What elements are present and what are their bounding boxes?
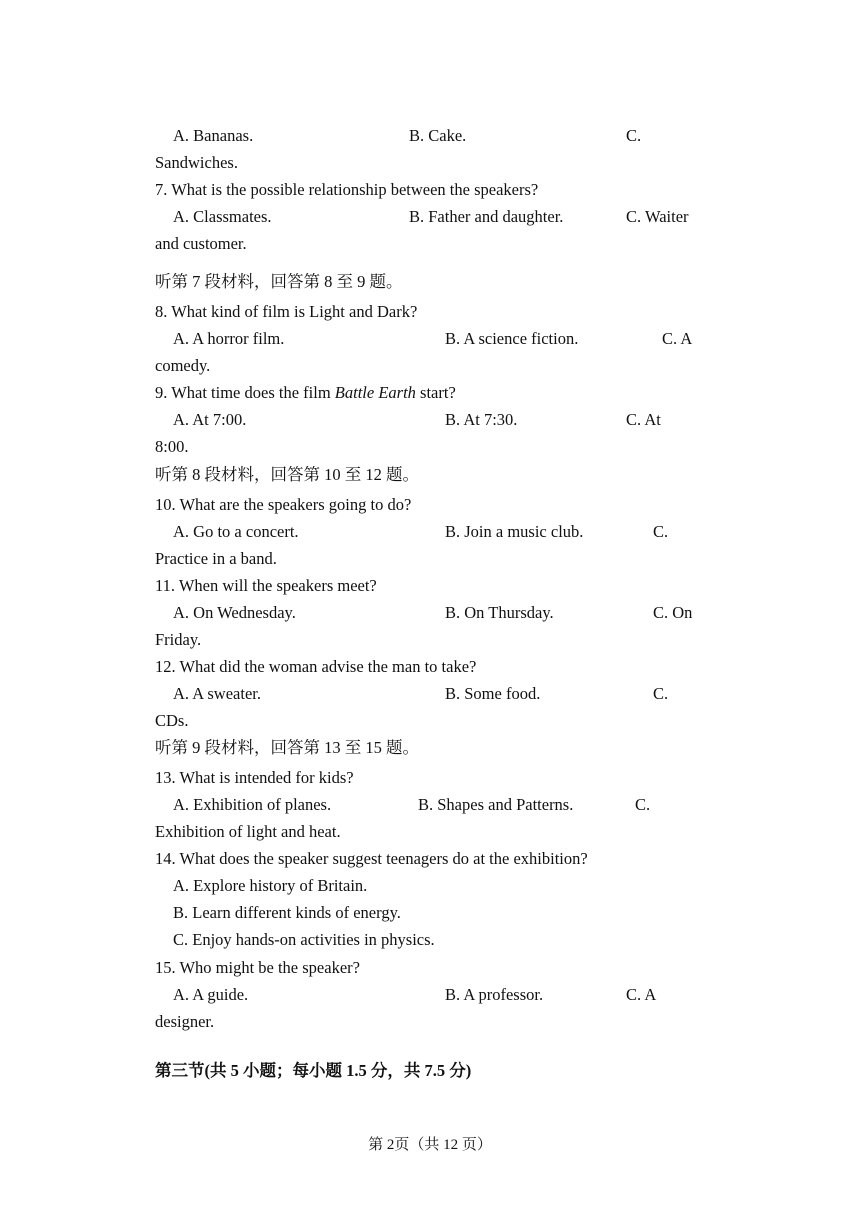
q11-stem: 11. When will the speakers meet?	[155, 576, 377, 595]
q6-option-c: C.	[626, 126, 642, 145]
q8-option-a: A. A horror film.	[173, 329, 285, 348]
q15-option-c-cont: designer.	[155, 1012, 215, 1031]
q10-option-c: C.	[653, 522, 669, 541]
q11-option-c: C. On	[653, 603, 693, 622]
q6-option-b: B. Cake.	[409, 126, 467, 145]
q13-stem: 13. What is intended for kids?	[155, 768, 354, 787]
q15-stem: 15. Who might be the speaker?	[155, 958, 360, 977]
q11-option-c-cont: Friday.	[155, 630, 202, 649]
q14-stem: 14. What does the speaker suggest teenagers do at the exhibition?	[155, 849, 588, 868]
q12-option-b: B. Some food.	[445, 684, 541, 703]
q12-stem: 12. What did the woman advise the man to take?	[155, 657, 477, 676]
q9-film-title: Battle Earth	[334, 383, 416, 402]
q14-option-c: C. Enjoy hands-on activities in physics.	[173, 930, 435, 949]
q15-option-b: B. A professor.	[445, 985, 544, 1004]
q7-option-c: C. Waiter	[626, 207, 689, 226]
q8-option-b: B. A science fiction.	[445, 329, 579, 348]
q9-option-a: A. At 7:00.	[173, 410, 247, 429]
q9-stem	[155, 383, 456, 403]
q10-option-a: A. Go to a concert.	[173, 522, 299, 541]
q6-option-a: A. Bananas.	[173, 126, 254, 145]
q7-stem: 7. What is the possible relationship between the speakers?	[155, 180, 539, 199]
q8-option-c: C. A	[662, 329, 693, 348]
part-3-heading: 第三节(共 5 小题；每小题 1.5 分，共 7.5 分)	[155, 1061, 472, 1080]
section-8-instruction: 听第 8 段材料，回答第 10 至 12 题。	[155, 465, 419, 484]
q7-option-a: A. Classmates.	[173, 207, 272, 226]
q13-option-b: B. Shapes and Patterns.	[418, 795, 574, 814]
q12-option-a: A. A sweater.	[173, 684, 261, 703]
q11-option-b: B. On Thursday.	[445, 603, 554, 622]
q11-option-a: A. On Wednesday.	[173, 603, 296, 622]
page-footer: 第 2页（共 12 页）	[368, 1137, 492, 1153]
q14-option-b: B. Learn different kinds of energy.	[173, 903, 401, 922]
q14-option-a: A. Explore history of Britain.	[173, 876, 368, 895]
section-7-instruction: 听第 7 段材料，回答第 8 至 9 题。	[155, 272, 403, 291]
q13-option-c: C.	[635, 795, 651, 814]
q12-option-c: C.	[653, 684, 669, 703]
q13-option-c-cont: Exhibition of light and heat.	[155, 822, 341, 841]
q9-option-c: C. At	[626, 410, 661, 429]
q8-stem: 8. What kind of film is Light and Dark?	[155, 302, 418, 321]
q9-stem-post: start?	[415, 383, 456, 402]
q15-option-c: C. A	[626, 985, 657, 1004]
q9-option-b: B. At 7:30.	[445, 410, 518, 429]
section-9-instruction: 听第 9 段材料，回答第 13 至 15 题。	[155, 738, 419, 757]
q9-stem-pre: 9. What time does the film	[155, 383, 335, 402]
q12-option-c-cont: CDs.	[155, 711, 189, 730]
q10-stem: 10. What are the speakers going to do?	[155, 495, 412, 514]
q15-option-a: A. A guide.	[173, 985, 249, 1004]
q13-option-a: A. Exhibition of planes.	[173, 795, 332, 814]
q8-option-c-cont: comedy.	[155, 356, 211, 375]
q7-option-b: B. Father and daughter.	[409, 207, 564, 226]
q10-option-c-cont: Practice in a band.	[155, 549, 277, 568]
q6-option-c-cont: Sandwiches.	[155, 153, 238, 172]
q10-option-b: B. Join a music club.	[445, 522, 584, 541]
q9-option-c-cont: 8:00.	[155, 437, 189, 456]
q7-option-c-cont: and customer.	[155, 234, 247, 253]
